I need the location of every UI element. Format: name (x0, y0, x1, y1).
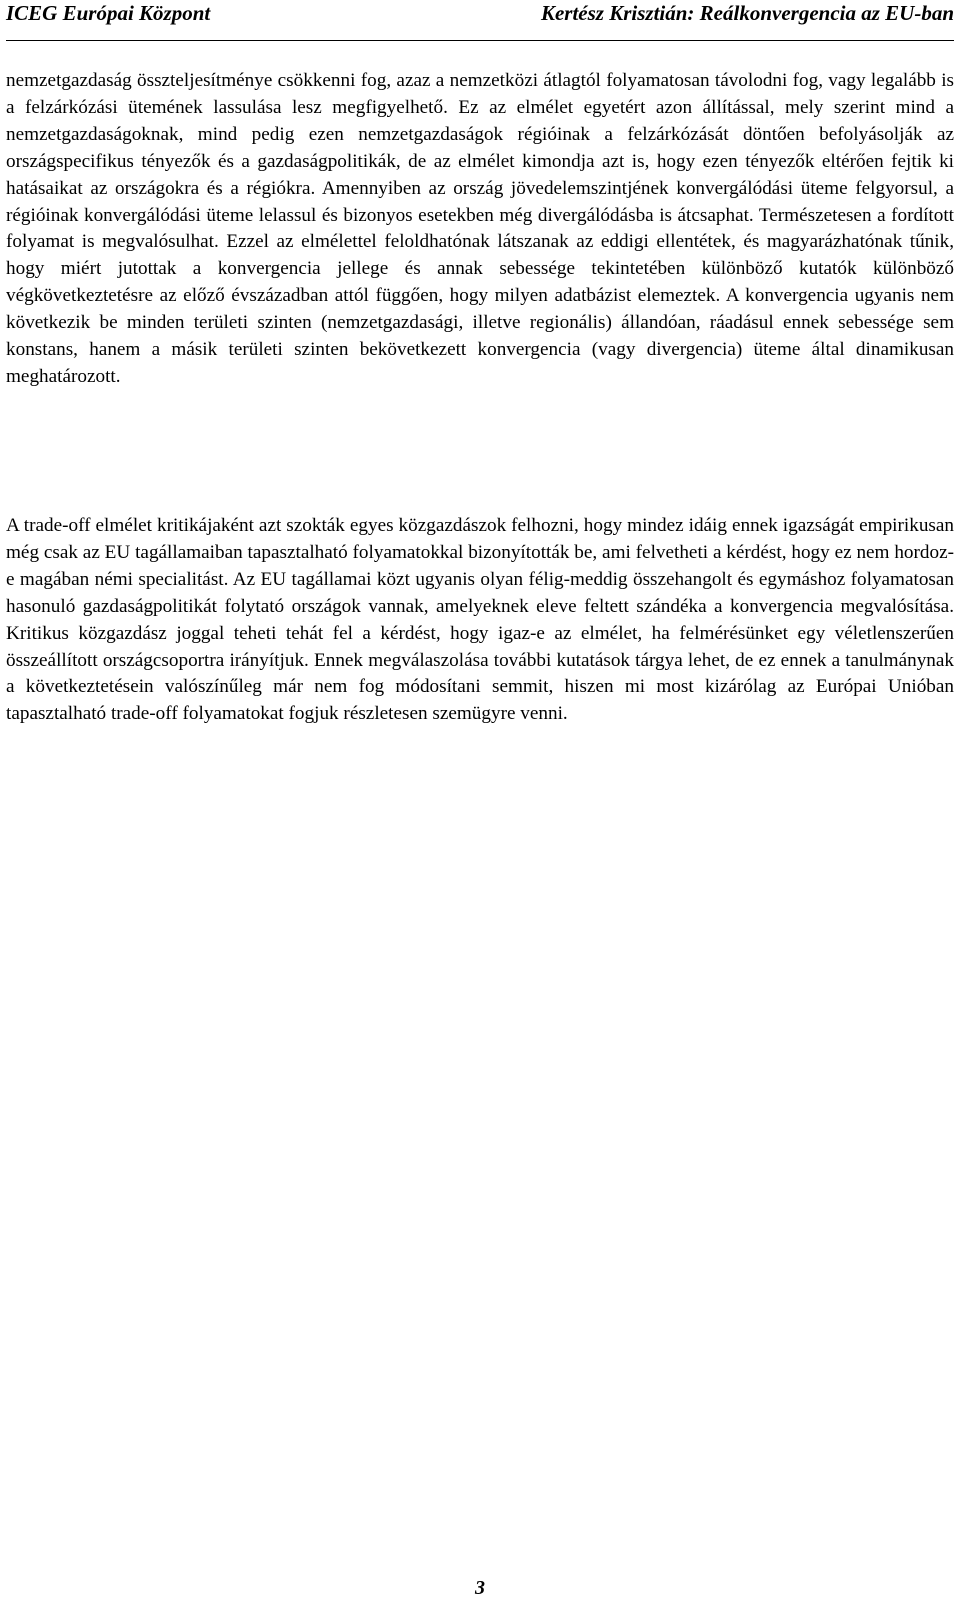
body-paragraph-2: A trade-off elmélet kritikájaként azt szokták egyes közgazdászok felhozni, hogy mindez idáig ennek igazságát empirikusan még csak az EU tagállamaiban tapasztalható folyamatokkal bizonyították be, ami felvetheti a kérdést, hogy ez nem hordoz-e magában némi specialitást. Az EU tagállamai közt ugyanis olyan félig-meddig összehangolt és egymáshoz folyamatosan hasonuló gazdaságpolitikát folytató országok vannak, amelyeknek eleve feltett szándéka a konvergencia megvalósítása. Kritikus közgazdász joggal teheti tehát fel a kérdést, hogy igaz-e az elmélet, ha felmérésünket egy véletlenszerűen összeállított országcsoportra irányítjuk. Ennek megválaszolása további kutatások tárgya lehet, de ez ennek a tanulmánynak a következtetésein valószínűleg már nem fog módosítani semmit, hiszen mi most kizárólag az Európai Unióban tapasztalható trade-off folyamatokat fogjuk részletesen szemügyre venni. (6, 515, 954, 725)
page-header (6, 0, 954, 41)
header-organization: ICEG Európai Központ (6, 1, 211, 25)
header-author-title: Kertész Krisztián: Reálkonvergencia az EU-ban (540, 1, 954, 25)
page-number: 3 (475, 1577, 485, 1599)
body-paragraph-1: nemzetgazdaság összteljesítménye csökkenni fog, azaz a nemzetközi átlagtól folyamatosan távolodni fog, vagy legalább is a felzárkózási ütemének lassulása lesz megfigyelhető. Ez az elmélet egyetért azon állítással, mely szerint mind a nemzetgazdaságoknak, mind pedig ezen nemzetgazdaságok régióinak a felzárkózását döntően befolyásolják az országspecifikus tényezők és a gazdaságpolitikák, de az elmélet kimondja azt is, hogy ezen tényezők eltérően fejtik ki hatásaikat az országokra és a régiókra. Amennyiben az ország jövedelemszintjének konvergálódási üteme felgyorsul, a régióinak konvergálódási üteme lelassul és bizonyos esetekben még divergálódásba is átcsaphat. Természetesen a fordított folyamat is megvalósulhat. Ezzel az elmélettel feloldhatónak látszanak az eddigi ellentétek, és magyarázhatónak tűnik, hogy miért jutottak a konvergencia jellege és annak sebessége tekintetében különböző kutatók különböző végkövetkeztetésre az előző évszázadban attól függően, hogy milyen adatbázist elemeztek. A konvergencia ugyanis nem következik be minden területi szinten (nemzetgazdasági, illetve regionális) állandóan, ráadásul ennek sebessége sem konstans, hanem a másik területi szinten bekövetkezett konvergencia (vagy divergencia) üteme által dinamikusan meghatározott. (6, 70, 954, 387)
